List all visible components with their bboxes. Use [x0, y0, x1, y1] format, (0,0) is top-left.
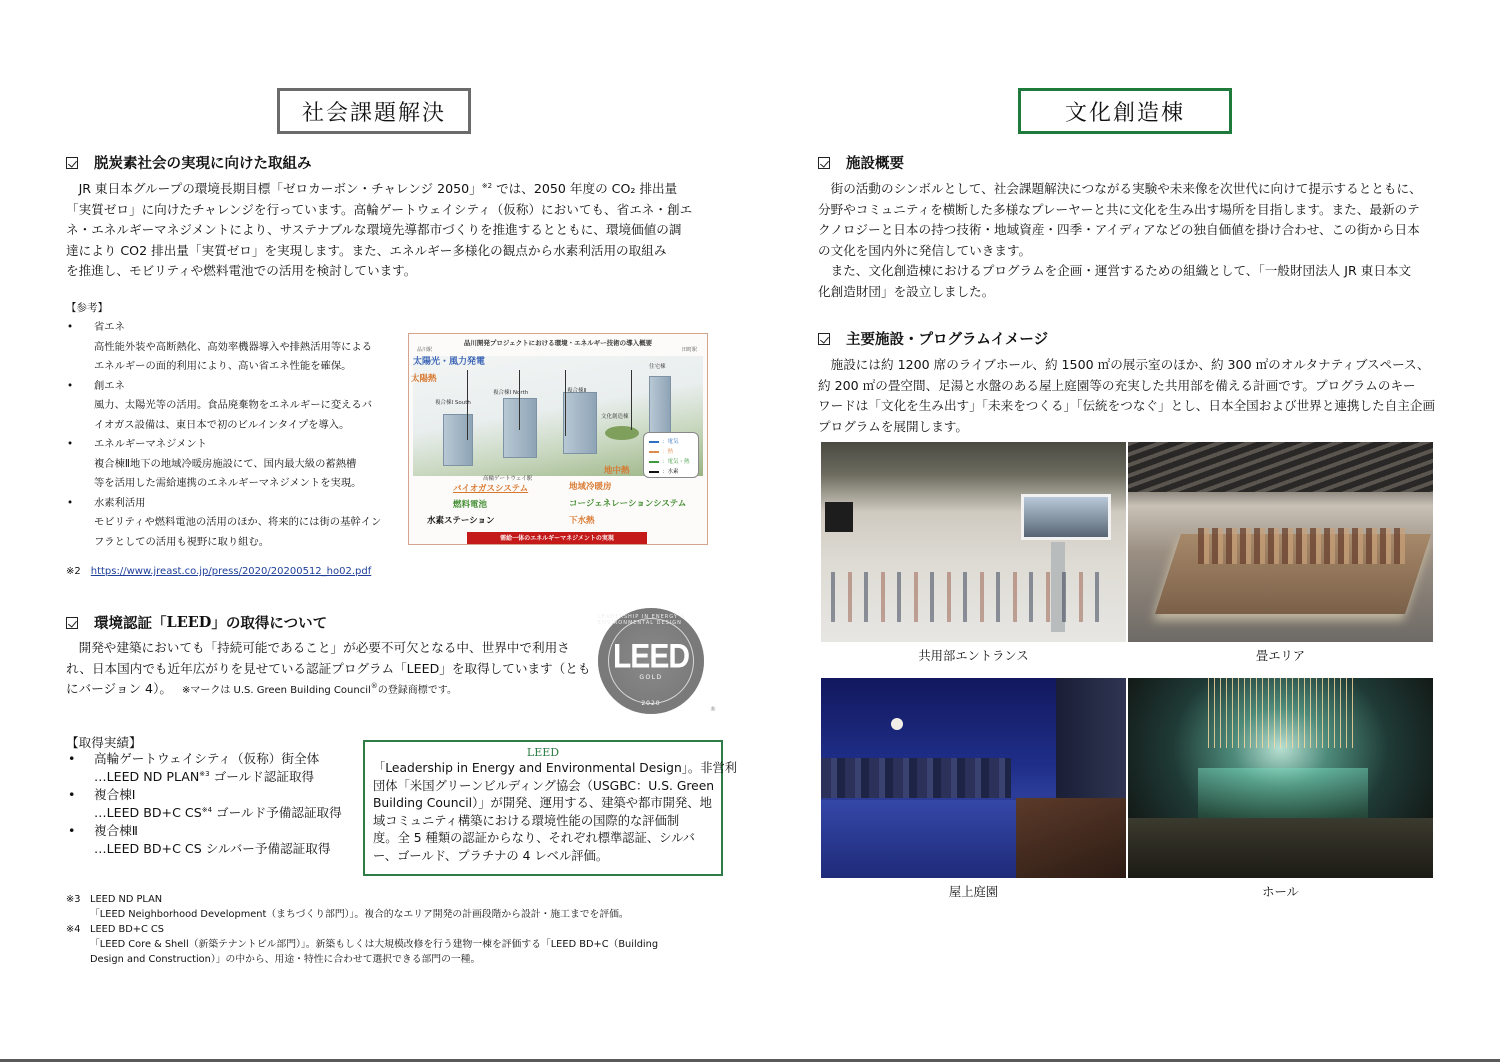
diagram-banner: 需給一体のエネルギーマネジメントの実現 — [467, 532, 647, 545]
connector-line — [565, 370, 566, 436]
photo-caption: ホール — [1262, 885, 1299, 899]
heading-leed-certification — [66, 612, 327, 633]
legend-item — [649, 447, 693, 457]
text-line: を推進し、モビリティや燃料電池での活用を検討しています。 — [66, 263, 417, 278]
main-facilities-paragraph — [818, 355, 1440, 437]
badge-main-text: LEED — [612, 636, 689, 675]
heading-facility-overview — [818, 152, 904, 173]
text-line: 化創造財団」を設立しました。 — [818, 283, 995, 299]
footnote-title: LEED ND PLAN — [90, 894, 163, 905]
list-item — [66, 786, 356, 822]
image-rooftop-garden — [821, 678, 1126, 878]
item-name: 複合棟Ⅱ — [94, 823, 138, 838]
item-name: 複合棟Ⅰ — [94, 787, 136, 802]
building-complex1-north — [503, 398, 537, 458]
item-cert: …LEED BD+C CS — [94, 805, 202, 820]
bullet: • — [68, 787, 76, 802]
text-line: ネ・エネルギーマネジメントにより、サステナブルな環境先導都市づくりを推進するとともに、環境価値の調 — [66, 222, 682, 237]
heading-main-facilities — [818, 328, 1048, 349]
tower — [1056, 678, 1126, 808]
item-name: 高輪ゲートウェイシティ（仮称）街全体 — [94, 751, 320, 766]
image-entrance — [821, 442, 1126, 642]
heading-text: 環境認証「 — [94, 616, 167, 632]
label-residential: 住宅棟 — [649, 364, 666, 370]
list-item — [66, 750, 356, 786]
photo-caption: 屋上庭園 — [948, 885, 999, 899]
badge-level: GOLD — [639, 673, 663, 681]
item-desc: 等を活用した需給連携のエネルギーマネジメントを実現。 — [94, 477, 362, 489]
heading-text: 脱炭素社会の実現に向けた取組み — [94, 156, 312, 172]
label-complex1-south: 複合棟Ⅰ South — [435, 400, 471, 406]
definition-line: 度。全 5 種類の認証からなり、それぞれ標準認証、シルバ — [373, 831, 695, 846]
footnote-url-link[interactable]: https://www.jreast.co.jp/press/2020/20200512_ho02.pdf — [90, 566, 372, 577]
station-label: 品川駅 — [417, 347, 433, 353]
item-desc: イオガス設備は、東日本で初のビルインタイプを導入。 — [94, 418, 350, 431]
text-line: クノロジーと日本の持つ技術・地域資産・四季・アイディアなどの独自価値を掛け合わせ、この街から日本 — [818, 222, 1420, 237]
image-hall — [1128, 678, 1433, 878]
text-line: 達により CO2 排出量「実質ゼロ」を実現します。また、エネルギー多様化の観点から水素利活用の取組み — [66, 242, 667, 258]
label-gateway-station: 高輪ゲートウェイ駅 — [483, 476, 533, 482]
display-screen — [1021, 494, 1111, 540]
checkbox-icon — [818, 333, 830, 345]
item-cert: …LEED ND PLAN — [94, 769, 200, 784]
label-sewage-heat: 下水熱 — [569, 516, 595, 526]
leed-definition-box — [363, 740, 738, 876]
label-complex1-north: 複合棟Ⅰ North — [493, 390, 529, 396]
label-district-heating: 地域冷暖房 — [569, 482, 612, 492]
trademark-note: の登録商標です。 — [377, 685, 457, 696]
list-item — [66, 494, 406, 553]
item-title: 水素利活用 — [94, 496, 146, 509]
heading-text: 主要施設・プログラムイメージ — [846, 332, 1049, 348]
reference-list — [66, 318, 406, 552]
legend-item — [649, 467, 693, 477]
decarbonization-paragraph — [66, 179, 726, 282]
bullet: • — [68, 823, 76, 838]
label-cogeneration: コージェネレーションシステム — [569, 499, 687, 509]
heading-text: LEED — [166, 614, 212, 631]
legend-swatch — [649, 441, 659, 443]
text-line: れ、日本国内でも近年広がりを見せている認証プログラム「LEED」を取得しています（とも — [66, 660, 591, 676]
leed-paragraph — [66, 638, 591, 702]
item-desc: 複合棟Ⅱ地下の地域冷暖房施設にて、国内最大級の蓄熱槽 — [94, 457, 357, 470]
text-line: 「実質ゼロ」に向けたチャレンジを行っています。高輪ゲートウェイシティ（仮称）においても、省エネ・創エ — [66, 201, 693, 217]
label-biogas: バイオガスシステム — [453, 484, 529, 494]
item-title: 省エネ — [94, 321, 125, 333]
people — [1198, 528, 1408, 564]
badge-year: 2020 — [641, 700, 661, 707]
item-cert: …LEED BD+C CS シルバー予備認証取得 — [94, 841, 331, 856]
building-complex2 — [563, 392, 597, 454]
text-line: 開発や建築においても「持続可能であること」が必要不可欠となる中、世界中で利用さ — [78, 640, 570, 655]
bullet: • — [67, 379, 74, 392]
achievements-list — [66, 750, 356, 858]
text-line: ワードは「文化を生み出す」「未来をつくる」「伝統をつなぐ」とし、日本全国および世界と連携した自主企画 — [818, 398, 1436, 413]
definition-line: ー、ゴールド、プラチナの 4 レベル評価。 — [373, 848, 609, 863]
left-column — [66, 0, 738, 1062]
bullet: • — [67, 438, 74, 450]
deck — [1016, 798, 1126, 878]
item-cert: ゴールド認証取得 — [209, 769, 315, 784]
item-desc: 風力、太陽光等の活用。食品廃棄物をエネルギーに変えるバ — [94, 399, 373, 411]
footnote-2 — [66, 566, 371, 577]
definition-title: LEED — [526, 746, 560, 759]
definition-line: 「Leadership in Energy and Environmental Design」。非営利 — [373, 761, 738, 775]
text-line: 街の活動のシンボルとして、社会課題解決につながる実験や未来像を次世代に向けて提示するとともに、 — [830, 181, 1422, 196]
item-desc: エネルギーの面的利用により、高い省エネ性能を確保。 — [94, 360, 352, 372]
item-desc: フラとしての活用も視野に取り組む。 — [94, 535, 270, 548]
footnote-3 — [66, 892, 726, 922]
legend-label: ：水素 — [662, 469, 679, 475]
heading-text: 」の取得について — [211, 616, 328, 632]
audience — [1128, 818, 1433, 878]
reference-label: 【参考】 — [66, 302, 108, 314]
facility-overview-paragraph — [818, 179, 1440, 302]
label-geothermal: 地中熱 — [604, 466, 630, 476]
definition-line: 団体「米国グリーンビルディング協会（USGBC：U.S. Green — [373, 778, 715, 793]
bullet: • — [67, 321, 74, 333]
definition-line: Building Council）」が開発、運用する、建築や都市開発、地 — [373, 796, 712, 811]
text-line: の文化を国内外に発信していきます。 — [818, 242, 1032, 258]
stage-lights — [1208, 678, 1358, 748]
list-item — [66, 377, 406, 436]
label-fuel-cell: 燃料電池 — [453, 500, 488, 510]
station-label: 田町駅 — [681, 347, 697, 353]
info-board — [825, 502, 853, 532]
bullet: • — [67, 496, 74, 509]
legend-label: ：電気・熱 — [662, 459, 690, 465]
footnote-body: 「LEED Neighborhood Development（まちづくり部門）」。複合的なエリア開発の計画段階から設計・施工までを評価。 — [90, 909, 629, 920]
heading-text: 施設概要 — [846, 156, 904, 172]
registered-mark: ® — [710, 706, 716, 713]
label-culture-building: 文化創造棟 — [601, 414, 629, 420]
label-complex2: 複合棟Ⅱ — [567, 388, 587, 394]
water-basin — [821, 800, 1031, 878]
ceiling-beams — [1128, 442, 1433, 492]
legend-swatch — [649, 451, 659, 453]
label-solar-wind: 太陽光・風力発電 — [413, 357, 486, 367]
photo-entrance — [821, 442, 1126, 664]
achievements-label: 【取得実績】 — [66, 735, 142, 750]
legend-swatch — [649, 461, 659, 463]
connector-line — [631, 370, 632, 430]
legend-label: ：電気 — [662, 439, 679, 445]
heading-decarbonization — [66, 152, 312, 173]
footnote-ref: ※4 — [201, 805, 213, 814]
footnote-body: 「LEED Core & Shell（新築テナントビル部門）」。新築もしくは大規模改修を行う建物一棟を評価する「LEED BD+C（Building — [90, 939, 659, 950]
stage — [1198, 768, 1368, 818]
bullet: • — [68, 751, 76, 766]
photo-rooftop — [821, 678, 1126, 900]
footnote-4 — [66, 922, 726, 967]
text-line: では、2050 年度の CO₂ 排出量 — [492, 181, 678, 196]
text-line: JR 東日本グループの環境長期目標「ゼロカーボン・チャレンジ 2050」 — [78, 181, 482, 196]
label-hydrogen-station: 水素ステーション — [427, 516, 495, 526]
skyline — [821, 758, 1011, 798]
section-title-culture-building: 文化創造棟 — [1018, 88, 1232, 134]
legend-swatch — [649, 471, 659, 473]
item-title: エネルギーマネジメント — [94, 438, 207, 450]
label-solar-heat: 太陽熱 — [411, 374, 437, 384]
footnote-mark: ※3 — [66, 894, 81, 905]
item-title: 創エネ — [94, 379, 125, 392]
list-item — [66, 435, 406, 494]
photo-caption: 共用部エントランス — [918, 649, 1029, 663]
item-desc: モビリティや燃料電池の活用のほか、将来的には街の基幹イン — [94, 516, 382, 528]
badge-ring-text: LEADERSHIP IN ENERGY & ENVIRONMENTAL DESIGN — [598, 614, 686, 626]
text-line: また、文化創造棟におけるプログラムを企画・運営するための組織として、「一般財団法人 JR 東日本文 — [830, 263, 1412, 278]
definition-line: 域コミュニティ構築における環境性能の国際的な評価制 — [373, 813, 680, 828]
text-line: 分野やコミュニティを横断した多様なプレーヤーと共に文化を生み出す場所を目指します。また、最新のテ — [818, 201, 1420, 217]
diagram-legend — [643, 432, 699, 478]
footnote-body: Design and Construction）」の中から、用途・特性に合わせて選択できる部門の一種。 — [90, 954, 481, 965]
footnote-mark: ※4 — [66, 924, 81, 935]
text-line: 施設には約 1200 席のライブホール、約 1500 ㎡の展示室のほか、約 300 ㎡のオルタナティブスペース、 — [830, 357, 1430, 372]
photo-caption: 畳エリア — [1255, 649, 1306, 663]
right-column — [818, 0, 1440, 1062]
text-line: にバージョン 4）。 — [66, 681, 172, 696]
moon — [891, 718, 903, 730]
leed-gold-badge — [598, 608, 704, 714]
section-title-social-issues: 社会課題解決 — [277, 88, 471, 134]
legend-label: ：熱 — [662, 449, 674, 455]
text-line: 約 200 ㎡の畳空間、足湯と水盤のある屋上庭園等の充実した共用部を備える計画です。プログラムのキー — [818, 377, 1416, 393]
building-complex1-south — [443, 414, 473, 466]
item-desc: 高性能外装や高断熱化、高効率機器導入や排熱活用等による — [94, 340, 373, 353]
checkbox-icon — [818, 157, 830, 169]
footnote-mark: ※2 — [66, 566, 81, 577]
legend-item — [649, 457, 693, 467]
people — [831, 572, 1111, 622]
culture-building-roof — [605, 426, 639, 440]
footnotes — [66, 892, 726, 967]
footnote-ref: ※3 — [199, 769, 210, 778]
list-item — [66, 822, 356, 858]
connector-line — [519, 370, 520, 430]
registered-mark: ® — [370, 681, 378, 690]
trademark-note: ※マークは U.S. Green Building Council — [181, 685, 371, 696]
footnote-ref: ※2 — [481, 181, 493, 190]
legend-item — [649, 437, 693, 447]
text-line: プログラムを展開します。 — [818, 418, 968, 434]
checkbox-icon — [66, 617, 78, 629]
diagram-title: 品川開発プロジェクトにおける環境・エネルギー技術の導入概要 — [463, 339, 653, 347]
image-tatami-area — [1128, 442, 1433, 642]
list-item — [66, 318, 406, 377]
checkbox-icon — [66, 157, 78, 169]
footnote-title: LEED BD+C CS — [90, 924, 164, 935]
photo-tatami — [1128, 442, 1433, 664]
item-cert: ゴールド予備認証取得 — [212, 805, 342, 820]
energy-technology-diagram — [408, 333, 708, 545]
photo-hall — [1128, 678, 1433, 900]
